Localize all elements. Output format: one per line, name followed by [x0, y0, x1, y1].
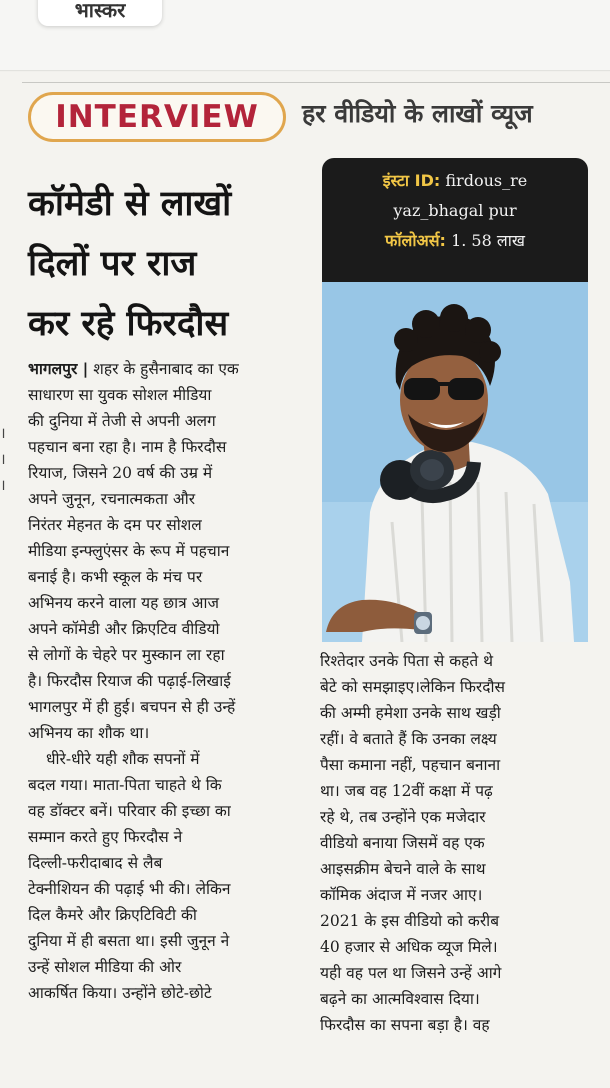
- column1-line: बनाई है। कभी स्कूल के मंच पर: [28, 568, 203, 586]
- column1-line: से लोगों के चेहरे पर मुस्कान ला रहा: [28, 646, 225, 664]
- column1-line: उन्हें सोशल मीडिया की ओर: [28, 958, 182, 976]
- column1-line: आकर्षित किया। उन्होंने छोटे-छोटे: [28, 984, 212, 1002]
- article-column-1: [28, 356, 304, 1006]
- column2-line: 40 हजार से अधिक व्यूज मिले।: [320, 938, 498, 956]
- column2-line: था। जब वह 12वीं कक्षा में पढ़: [320, 782, 493, 800]
- column1-line-1-text: शहर के हुसैनाबाद का एक: [93, 360, 239, 378]
- column2-line: वीडियो बनाया जिसमें वह एक: [320, 834, 485, 852]
- insta-id-value-2: yaz_bhagal pur: [393, 201, 517, 220]
- top-rule: [22, 82, 610, 83]
- column1-line-1: [28, 356, 304, 382]
- column1-line: पहचान बना रहा है। नाम है फिरदौस: [28, 438, 227, 456]
- column2-line: रहे थे, तब उन्होंने एक मजेदार: [320, 808, 486, 826]
- column1-line: निरंतर मेहनत के दम पर सोशल: [28, 516, 202, 534]
- column2-line: रिश्तेदार उनके पिता से कहते थे: [320, 652, 494, 670]
- masthead-tab[interactable]: भास्कर: [38, 0, 162, 26]
- column1-line: टेक्नीशियन की पढ़ाई भी की। लेकिन: [28, 880, 231, 898]
- column1-line: मीडिया इन्फ्लुएंसर के रूप में पहचान: [28, 542, 230, 560]
- dateline: भागलपुर |: [28, 360, 89, 378]
- column2-line: पैसा कमाना नहीं, पहचान बनाना: [320, 756, 501, 774]
- interview-badge: INTERVIEW: [28, 92, 286, 142]
- column2-line: 2021 के इस वीडियो को करीब: [320, 912, 500, 930]
- column1-line: सम्मान करते हुए फिरदौस ने: [28, 828, 183, 846]
- followers-value: 1. 58 लाख: [451, 231, 525, 250]
- kicker-text: हर वीडियो के लाखों व्यूज: [302, 99, 533, 128]
- portrait-illustration: [322, 282, 588, 642]
- insta-id-label: इंस्टा ID:: [382, 171, 441, 190]
- column1-line: अभिनय का शौक था।: [28, 724, 150, 742]
- column1-line: बदल गया। माता-पिता चाहते थे कि: [28, 776, 222, 794]
- portrait-photo: [322, 282, 588, 642]
- insta-id-value-1: firdous_re: [445, 171, 528, 190]
- column1-line: दुनिया में ही बसता था। इसी जुनून ने: [28, 932, 230, 950]
- column1-line: दिल्ली-फरीदाबाद से लैब: [28, 854, 163, 872]
- margin-marks: । । ।: [0, 424, 6, 494]
- column1-line: अपने जुनून, रचनात्मकता और: [28, 490, 196, 508]
- followers-line: [322, 226, 588, 256]
- column1-line: अभिनय करने वाला यह छात्र आज: [28, 594, 219, 612]
- column1-line: दिल कैमरे और क्रिएटिविटी की: [28, 906, 197, 924]
- column2-line: फिरदौस का सपना बड़ा है। वह: [320, 1016, 490, 1034]
- column1-line: भागलपुर में ही हुई। बचपन से ही उन्हें: [28, 698, 236, 716]
- column2-line: कॉमिक अंदाज में नजर आए।: [320, 886, 483, 904]
- column1-line: है। फिरदौस रियाज की पढ़ाई-लिखाई: [28, 672, 231, 690]
- column1-line: वह डॉक्टर बनें। परिवार की इच्छा का: [28, 802, 231, 820]
- column1-line: साधारण सा युवक सोशल मीडिया: [28, 386, 212, 404]
- column2-line: बेटे को समझाइए।लेकिन फिरदौस: [320, 678, 505, 696]
- insta-info-box: [322, 158, 588, 282]
- column1-line: अपने कॉमेडी और क्रिएटिव वीडियो: [28, 620, 220, 638]
- headline-line-1: कॉमेडी से लाखों: [28, 184, 232, 224]
- column2-line: आइसक्रीम बेचने वाले के साथ: [320, 860, 486, 878]
- column1-line: की दुनिया में तेजी से अपनी अलग: [28, 412, 216, 430]
- column1-line: रियाज, जिसने 20 वर्ष की उम्र में: [28, 464, 213, 482]
- article-column-2: [320, 648, 592, 1038]
- headline-line-2: दिलों पर राज: [28, 244, 197, 284]
- column2-line: बढ़ने का आत्मविश्वास दिया।: [320, 990, 480, 1008]
- column2-line: की अम्मी हमेशा उनके साथ खड़ी: [320, 704, 501, 722]
- column2-line: यही वह पल था जिसने उन्हें आगे: [320, 964, 502, 982]
- insta-id-line: [322, 166, 588, 196]
- top-strip: [0, 0, 610, 71]
- followers-label: फॉलोअर्स:: [385, 231, 446, 250]
- column1-line: धीरे-धीरे यही शौक सपनों में: [46, 750, 200, 768]
- headline: [28, 174, 318, 354]
- column2-line: रहीं। वे बताते हैं कि उनका लक्ष्य: [320, 730, 497, 748]
- headline-line-3: कर रहे फिरदौस: [28, 304, 229, 344]
